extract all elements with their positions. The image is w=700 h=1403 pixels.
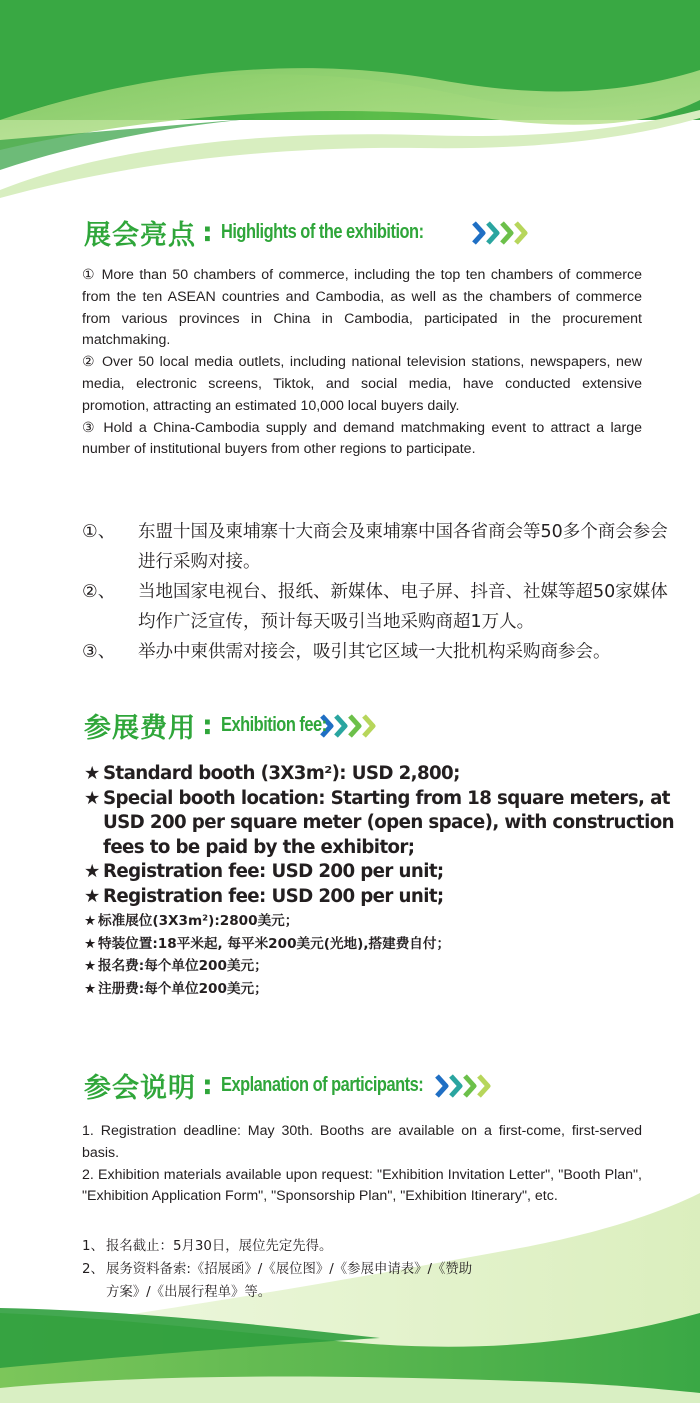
star-icon: ★ (84, 913, 97, 929)
star-icon: ★ (84, 885, 100, 907)
list-item (82, 517, 682, 577)
note-paragraph: 2. Exhibition materials available upon request: "Exhibition Invitation Letter", "Booth Plan", "Exhibition Application Form", "Sponsorship Plan", "Exhibition Itinerary", etc. (82, 1166, 642, 1205)
fee-text: Standard booth (3X3m²): USD 2,800; (103, 763, 460, 784)
highlight-paragraph: ③ Hold a China-Cambodia supply and demand matchmaking event to attract a large number of institutional buyers from other regions to participate. (82, 419, 642, 458)
note-paragraph: 1. Registration deadline: May 30th. Booths are available on a first-come, first-served basis. (82, 1123, 642, 1161)
section-title-en: Explanation of participants: (220, 1074, 423, 1096)
list-item-continued (82, 1281, 642, 1304)
section-title-zh: 参会说明 (84, 1073, 196, 1104)
highlight-paragraph: ② Over 50 local media outlets, including national television stations, newspapers, new media, electronic screens, Tiktok, and social media, have conducted extensive promotion, attracting an estimated 10,000 local buyers daily. (82, 354, 642, 414)
fee-item (84, 787, 684, 861)
list-item (82, 577, 682, 637)
fee-text: Registration fee: USD 200 per unit; (103, 861, 444, 882)
fee-item (84, 933, 644, 956)
fee-english-list (84, 762, 684, 909)
star-icon: ★ (84, 935, 97, 952)
list-number: 1、 (82, 1239, 104, 1254)
fee-text: Special booth location: Starting from 18 square meters, at USD 200 per square meter (open space), with construction fees to be paid by the exhibitor; (103, 787, 675, 858)
list-text: 举办中柬供需对接会，吸引其它区域一大批机构采购商参会。 (138, 642, 611, 662)
section-title-colon: : (202, 1070, 213, 1101)
star-icon: ★ (84, 787, 100, 809)
participants-chinese-list (82, 1235, 642, 1304)
star-icon: ★ (84, 763, 100, 784)
list-number: ②、 (82, 582, 116, 602)
fee-item (84, 978, 644, 1001)
fee-text: 报名费:每个单位200美元； (98, 958, 268, 974)
chevron-arrows-icon (320, 713, 378, 739)
chevron-arrows-icon (435, 1073, 493, 1099)
star-icon: ★ (84, 958, 97, 974)
list-text: 方案》/《出展行程单》等。 (106, 1285, 272, 1300)
highlights-english-text (82, 265, 642, 461)
chevron-arrows-icon (472, 220, 530, 246)
top-green-wave-decoration (0, 0, 700, 200)
fee-item (84, 910, 644, 933)
section-title-zh: 参展费用 (84, 713, 196, 744)
list-text: 报名截止：5月30日，展位先定先得。 (106, 1239, 333, 1254)
list-text: 展务资料备索:《招展函》/《展位图》/《参展申请表》/《赞助 (106, 1262, 473, 1277)
fee-item (84, 885, 684, 910)
list-text: 东盟十国及柬埔寨十大商会及柬埔寨中国各省商会等50多个商会参会进行采购对接。 (138, 522, 668, 572)
list-item (82, 1235, 642, 1258)
section-title-highlights (84, 213, 530, 252)
fee-item (84, 955, 644, 978)
fee-item (84, 860, 684, 885)
section-title-exhibition-fee (84, 706, 378, 745)
list-number: ③、 (82, 642, 116, 662)
section-title-zh: 展会亮点 (84, 220, 196, 251)
fee-text: 注册费:每个单位200美元； (98, 980, 268, 997)
fee-text: Registration fee: USD 200 per unit; (103, 885, 444, 907)
section-title-en: Highlights of the exhibition: (220, 221, 424, 243)
section-title-colon: : (202, 217, 213, 248)
star-icon: ★ (84, 980, 97, 997)
fee-text: 特装位置:18平米起, 每平米200美元(光地),搭建费自付； (98, 935, 451, 952)
section-title-colon: : (202, 710, 213, 741)
list-text: 当地国家电视台、报纸、新媒体、电子屏、抖音、社媒等超50家媒体均作广泛宣传，预计每天吸引当地采购商超1万人。 (138, 582, 668, 632)
highlight-paragraph: ① More than 50 chambers of commerce, including the top ten chambers of commerce from the ten ASEAN countries and Cambodia, as well as the chambers of commerce from various provinces in China in Cambodia, participated in the procurement matchmaking. (82, 267, 642, 349)
list-item (82, 1258, 642, 1281)
star-icon: ★ (84, 861, 100, 882)
participants-english-text (82, 1121, 642, 1208)
fee-text: 标准展位(3X3m²):2800美元； (98, 913, 299, 929)
section-title-en: Exhibition fee: (220, 714, 327, 736)
fee-item (84, 762, 684, 787)
list-number: ①、 (82, 522, 116, 542)
list-number: 2、 (82, 1262, 104, 1277)
fee-chinese-list (84, 910, 644, 1000)
list-item (82, 637, 682, 667)
section-title-participants (84, 1066, 493, 1105)
highlights-chinese-list (82, 517, 682, 667)
